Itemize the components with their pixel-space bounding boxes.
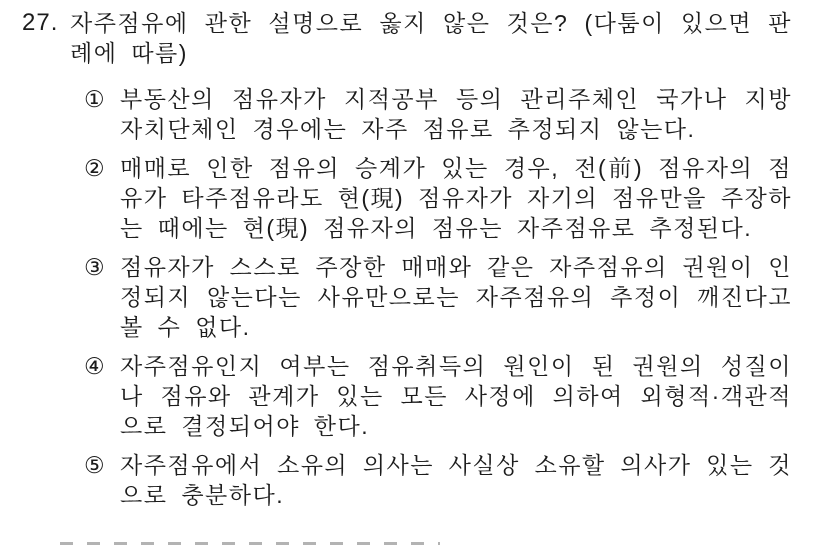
option-5[interactable] (84, 450, 826, 510)
option-4-text: 자주점유인지 여부는 점유취득의 원인이 된 권원의 성질이나 점유와 관계가 있는 모든 사정에 의하여 외형적·객관적으로 결정되어야 한다. (120, 353, 792, 439)
option-1-text: 부동산의 점유자가 지적공부 등의 관리주체인 국가나 지방자치단체인 경우에는 자주 점유로 추정되지 않는다. (120, 86, 792, 142)
option-2[interactable] (84, 153, 826, 243)
option-5-marker: ⑤ (84, 452, 105, 478)
question-text: 자주점유에 관한 설명으로 옳지 않은 것은? (다툼이 있으면 판례에 따름) (70, 10, 792, 66)
option-3[interactable] (84, 252, 826, 342)
option-1-marker: ① (84, 86, 105, 112)
options-list (84, 84, 826, 510)
option-1[interactable] (84, 84, 826, 144)
option-2-text: 매매로 인한 점유의 승계가 있는 경우, 전(前) 점유자의 점유가 타주점유라도 현(現) 점유자가 자기의 점유만을 주장하는 때에는 현(現) 점유자의 점유는 자주점유로 추정된다. (120, 155, 792, 241)
option-3-marker: ③ (84, 254, 105, 280)
question-number: 27. (22, 9, 59, 36)
option-3-text: 점유자가 스스로 주장한 매매와 같은 자주점유의 권원이 인정되지 않는다는 사유만으로는 자주점유의 추정이 깨진다고 볼 수 없다. (120, 254, 792, 340)
question-block (22, 0, 826, 68)
option-4-marker: ④ (84, 353, 105, 379)
option-2-marker: ② (84, 155, 105, 181)
option-4[interactable] (84, 351, 826, 441)
option-5-text: 자주점유에서 소유의 의사는 사실상 소유할 의사가 있는 것으로 충분하다. (120, 452, 792, 508)
